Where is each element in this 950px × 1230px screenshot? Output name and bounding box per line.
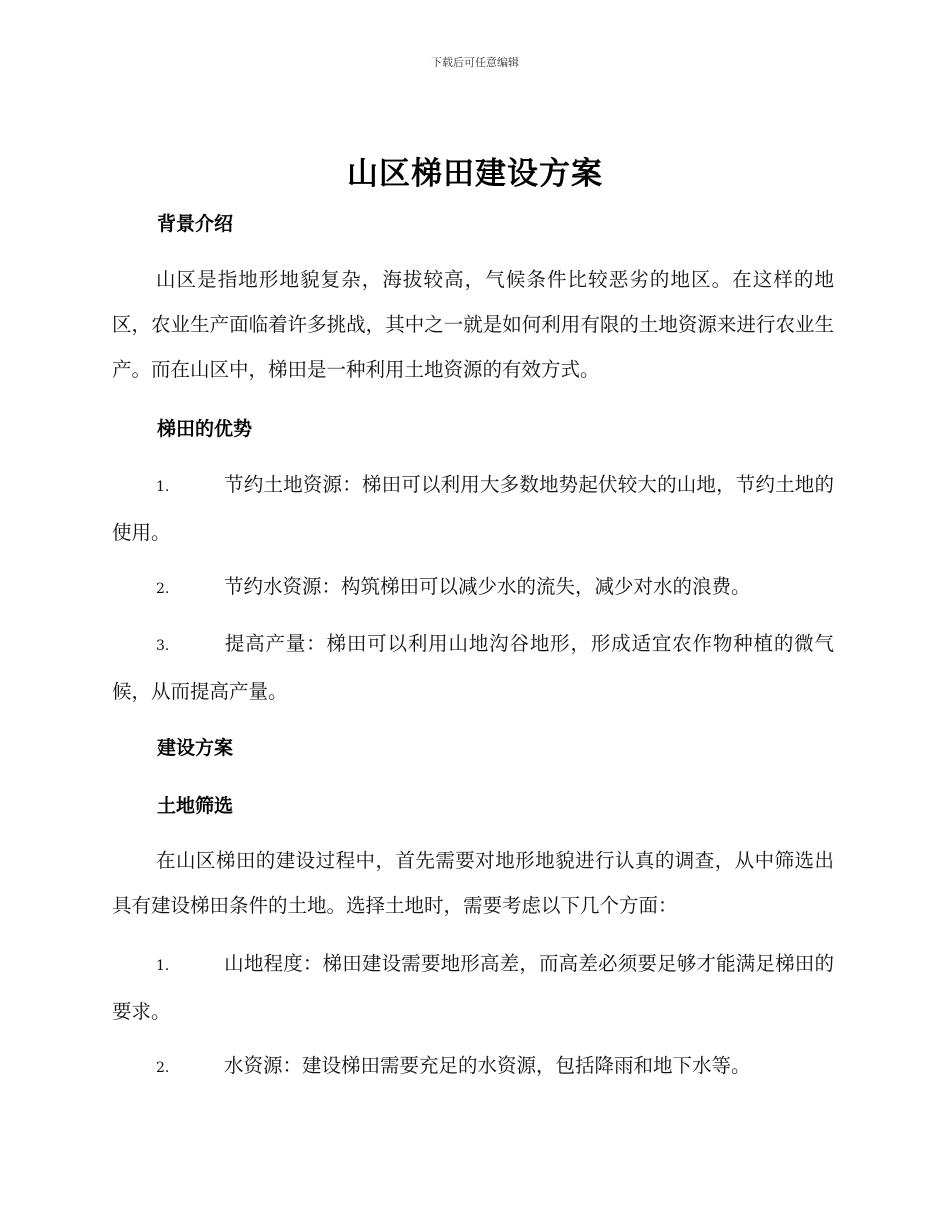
heading-advantages: 梯田的优势 <box>157 418 253 440</box>
heading-land-selection: 土地筛选 <box>157 795 234 817</box>
paragraph-background <box>112 257 834 392</box>
list-number: 1. <box>156 958 170 974</box>
list-text: 山地程度：梯田建设需要地形高差，而高差必须要足够才能满足梯田的要求。 <box>112 952 834 1023</box>
list-item <box>112 621 834 714</box>
list-item <box>112 1043 834 1091</box>
paragraph-text: 山区是指地形地貌复杂，海拔较高，气候条件比较恶劣的地区。在这样的地区，农业生产面临着许多挑战，其中之一就是如何利用有限的土地资源来进行农业生产。而在山区中，梯田是一种利用土地资源的有效方式。 <box>112 268 834 381</box>
list-item <box>112 462 834 555</box>
heading-plan: 建设方案 <box>157 737 234 759</box>
paragraph-land-selection <box>112 838 834 928</box>
list-text: 节约土地资源：梯田可以利用大多数地势起伏较大的山地，节约土地的使用。 <box>112 473 834 544</box>
list-number: 3. <box>156 638 170 654</box>
page-header-note: 下载后可任意编辑 <box>431 56 519 69</box>
list-number: 1. <box>156 479 170 495</box>
paragraph-text: 在山区梯田的建设过程中，首先需要对地形地貌进行认真的调查，从中筛选出具有建设梯田条件的土地。选择土地时，需要考虑以下几个方面： <box>112 849 834 917</box>
list-text: 提高产量：梯田可以利用山地沟谷地形，形成适宜农作物种植的微气候，从而提高产量。 <box>112 632 834 703</box>
list-text: 水资源：建设梯田需要充足的水资源，包括降雨和地下水等。 <box>224 1054 751 1077</box>
list-item <box>112 564 834 612</box>
heading-background: 背景介绍 <box>157 213 234 235</box>
list-number: 2. <box>156 1060 170 1076</box>
list-item <box>112 941 834 1034</box>
document-title: 山区梯田建设方案 <box>347 156 603 192</box>
list-text: 节约水资源：构筑梯田可以减少水的流失，减少对水的浪费。 <box>224 575 751 598</box>
list-number: 2. <box>156 581 170 597</box>
